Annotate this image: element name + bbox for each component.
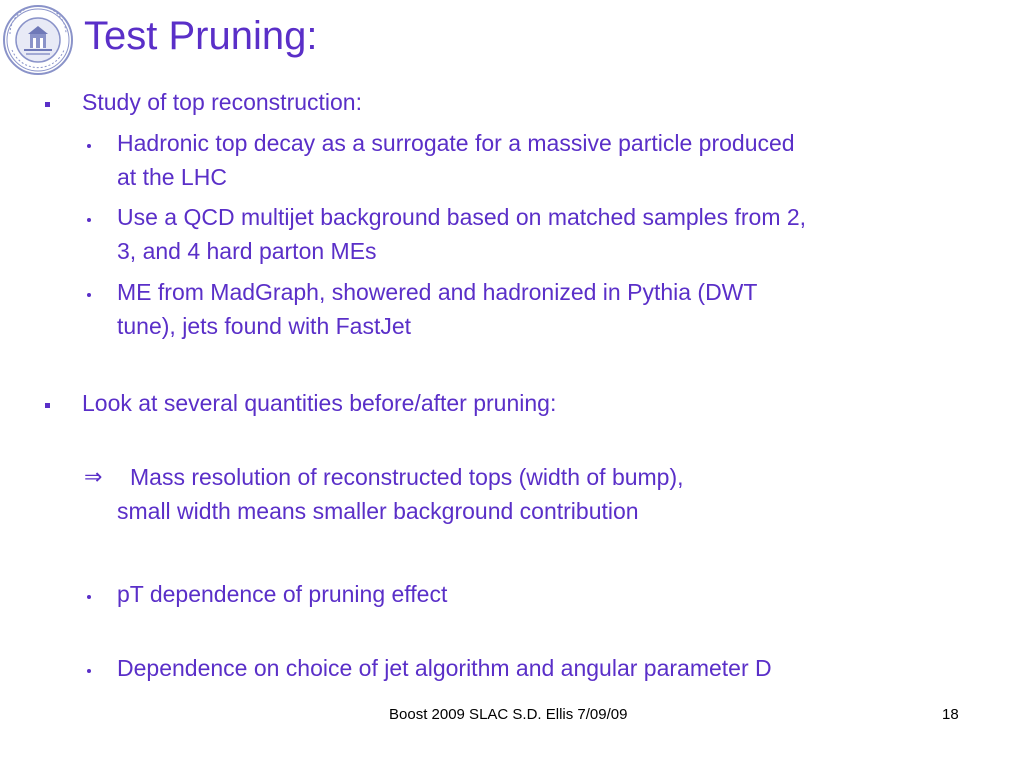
square-bullet-icon (45, 403, 50, 408)
square-bullet-icon (45, 102, 50, 107)
sub-bullet-jet-algorithm: Dependence on choice of jet algorithm and angular parameter D (117, 655, 772, 681)
sub-bullet-hadronic-line1: Hadronic top decay as a surrogate for a massive particle produced (117, 130, 795, 156)
sub-bullet-qcd-line1: Use a QCD multijet background based on matched samples from 2, (117, 204, 807, 230)
sub-bullet-pt-dependence: pT dependence of pruning effect (117, 581, 448, 607)
sub-bullet-madgraph-line1: ME from MadGraph, showered and hadronized in Pythia (DWT (117, 279, 758, 305)
sub-bullet-hadronic-line2: at the LHC (117, 164, 227, 190)
bullet-study-top: Study of top reconstruction: (82, 89, 362, 115)
sub-bullet-madgraph-line2: tune), jets found with FastJet (117, 313, 412, 339)
sub-bullet-qcd-line2: 3, and 4 hard parton MEs (117, 238, 377, 264)
page-number: 18 (942, 706, 959, 723)
arrow-item-mass-resolution-line2: small width means smaller background contribution (117, 498, 639, 524)
bullet-look-quantities: Look at several quantities before/after pruning: (82, 390, 557, 416)
dot-bullet-icon (87, 669, 91, 673)
dot-bullet-icon (87, 218, 91, 222)
university-seal-icon (2, 4, 74, 76)
slide-title: Test Pruning: (84, 14, 318, 58)
double-right-arrow-icon: ⇒ (84, 464, 103, 489)
arrow-item-mass-resolution-line1: Mass resolution of reconstructed tops (width of bump), (130, 464, 684, 490)
dot-bullet-icon (87, 595, 91, 599)
footer-text: Boost 2009 SLAC S.D. Ellis 7/09/09 (389, 706, 628, 723)
dot-bullet-icon (87, 144, 91, 148)
dot-bullet-icon (87, 293, 91, 297)
